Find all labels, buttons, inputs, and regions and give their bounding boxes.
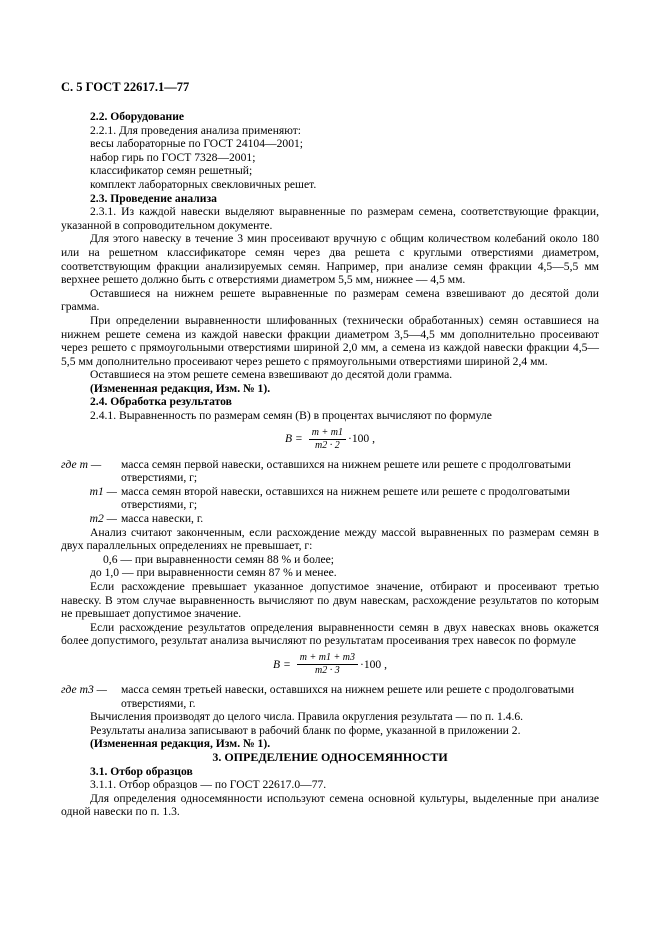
- section-2-3-title: 2.3. Проведение анализа: [90, 191, 217, 205]
- tolerance-line: до 1,0 — при выравненности семян 87 % и менее.: [90, 566, 337, 580]
- paragraph: Для определения односемянности используют семена основной культуры, выделенные при анализе одной навески по п. 1.3.: [61, 791, 599, 819]
- formula-denominator: m2 · 2: [315, 439, 340, 451]
- paragraph: Анализ считают законченным, если расхождение между массой выравненных по размерам семян в двух параллельных определениях не превышает, г:: [61, 525, 599, 553]
- page-header: С. 5 ГОСТ 22617.1—77: [61, 80, 190, 94]
- paragraph: 2.4.1. Выравненность по размерам семян (B) в процентах вычисляют по формуле: [90, 409, 492, 423]
- tolerance-line: 0,6 — при выравненности семян 88 % и более;: [103, 552, 335, 566]
- definition-symbol: m1 —: [89, 484, 117, 498]
- definition-text: масса семян второй навески, оставшихся на нижнем решете или решете с продолговатыми отверстиями, г;: [121, 484, 570, 512]
- paragraph: Результаты анализа записывают в рабочий бланк по форме, указанной в приложении 2.: [90, 723, 521, 737]
- paragraph: 2.3.1. Из каждой навески выделяют выравненные по размерам семена, соответствующие фракции, указанной в сопроводительном документе.: [61, 205, 599, 232]
- formula-lhs: B =: [284, 432, 303, 446]
- definition-symbol: где m3 —: [61, 682, 107, 696]
- paragraph: Вычисления производят до целого числа. Правила округления результата — по п. 1.4.6.: [90, 710, 524, 724]
- paragraph: Оставшиеся на нижнем решете выравненные по размерам семена взвешивают до десятой доли грамма.: [61, 286, 599, 314]
- formula-numerator: m + m1: [309, 427, 346, 440]
- definition-m2: [61, 512, 599, 526]
- definition-text: масса семян третьей навески, оставшихся на нижнем решете или решете с продолговатыми отверстиями, г.: [121, 682, 575, 710]
- definition-m1: [61, 485, 599, 512]
- paragraph: Если расхождение превышает указанное допустимое значение, отбирают и просеивают третью навеску. В этом случае выравненность вычисляют по двум навескам, расхождение результатов по которым не превышает допустимое значение.: [61, 580, 599, 621]
- equipment-item: набор гирь по ГОСТ 7328—2001;: [90, 150, 256, 164]
- amendment-note: (Измененная редакция, Изм. № 1).: [90, 381, 271, 395]
- formula-2: [61, 652, 599, 677]
- formula-numerator: m + m1 + m3: [297, 652, 358, 665]
- definition-symbol: m2 —: [89, 512, 117, 526]
- formula-denominator: m2 · 3: [315, 664, 340, 676]
- definition-m3: [61, 683, 599, 710]
- equipment-item: весы лабораторные по ГОСТ 24104—2001;: [90, 137, 304, 151]
- equipment-item: классификатор семян решетный;: [90, 164, 253, 178]
- formula-1: [61, 427, 599, 452]
- amendment-note: (Измененная редакция, Изм. № 1).: [90, 737, 271, 751]
- document-body: [61, 110, 599, 819]
- equipment-item: комплект лабораторных свекловичных решет.: [90, 177, 317, 191]
- paragraph: При определении выравненности шлифованных (технически обработанных) семян оставшиеся на нижнем решете семена из каждой навески фракции диаметром 3,5—4,5 мм дополнительно просеивают через решето с прямоугольными отверстиями шириной 2,0 мм, а семена из каждой навески фракции 4,5—5,5 мм дополнительно просеивают через решето с прямоугольными отверстиями шириной 2,4 мм.: [61, 313, 599, 368]
- paragraph: Оставшиеся на этом решете семена взвешивают до десятой доли грамма.: [90, 368, 453, 382]
- definition-m: [61, 458, 599, 485]
- section-2-2-title: 2.2. Оборудование: [90, 110, 185, 123]
- paragraph: Если расхождение результатов определения выравненности семян в двух навесках вновь окажется более допустимого, результат анализа вычисляют по результатам просеивания трех навесок по формуле: [61, 620, 599, 648]
- paragraph: Для этого навеску в течение 3 мин просеивают вручную с общим количеством колебаний около 180 или на решетном классификаторе семян через два решета с круглыми отверстиями диаметром, соответствующим фракции анализируемых семян. Например, при анализе семян фракции 4,5—5,5 мм верхнее решето должно быть с отверстиями диаметром 5,5 мм, нижнее — 4,5 мм.: [61, 232, 599, 287]
- paragraph: 3.1.1. Отбор образцов — по ГОСТ 22617.0—77.: [90, 778, 327, 792]
- definition-symbol: где m —: [61, 457, 102, 471]
- formula-rhs: ·100 ,: [347, 432, 376, 446]
- section-3-1-title: 3.1. Отбор образцов: [90, 764, 193, 778]
- definition-text: масса семян первой навески, оставшихся на нижнем решете или решете с продолговатыми отверстиями, г;: [121, 457, 571, 485]
- section-3-title: 3. ОПРЕДЕЛЕНИЕ ОДНОСЕМЯННОСТИ: [212, 749, 448, 764]
- formula-fraction: [297, 652, 358, 677]
- section-2-4-title: 2.4. Обработка результатов: [90, 395, 232, 409]
- formula-rhs: ·100 ,: [359, 657, 388, 671]
- formula-fraction: [309, 427, 346, 452]
- paragraph: 2.2.1. Для проведения анализа применяют:: [90, 123, 302, 137]
- formula-lhs: B =: [272, 657, 291, 671]
- definition-text: масса навески, г.: [121, 512, 204, 526]
